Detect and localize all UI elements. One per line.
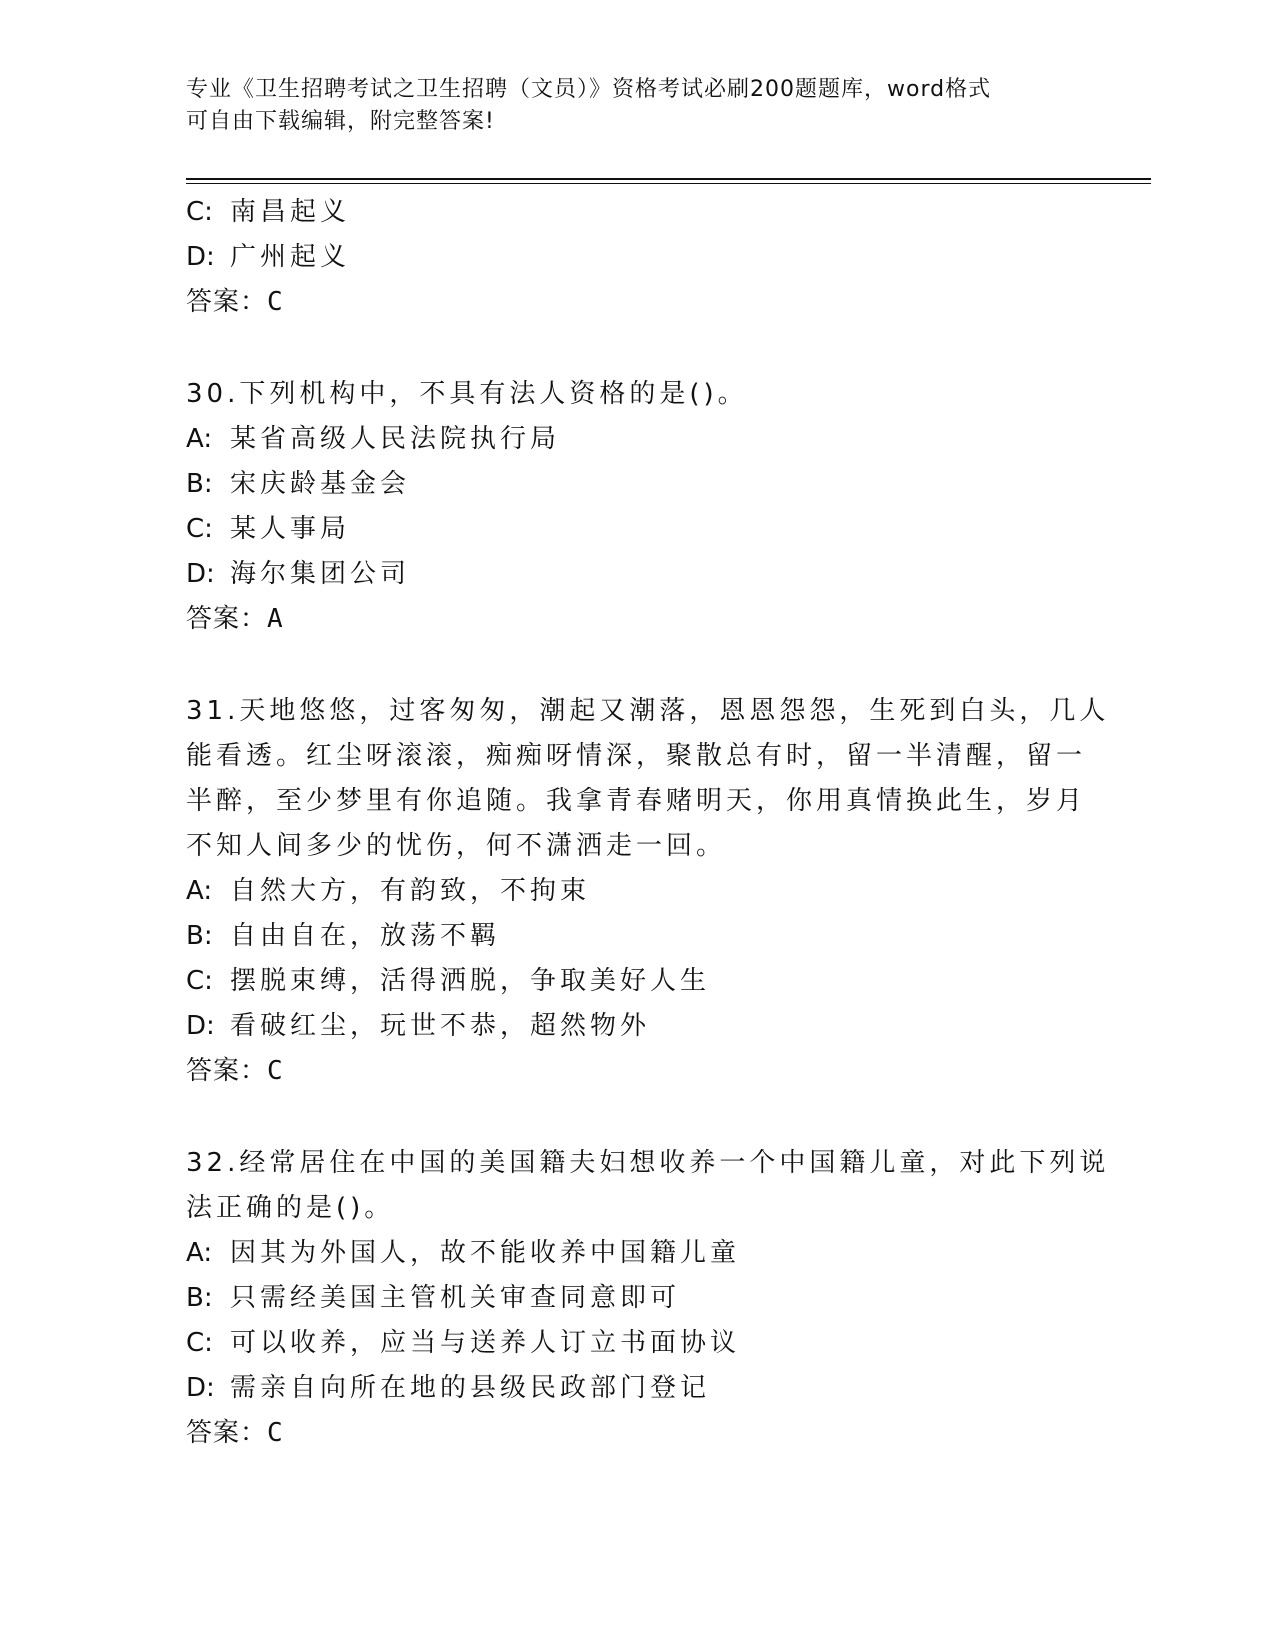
- spacer: [186, 325, 1086, 372]
- option-text: 宋庆龄基金会: [230, 469, 411, 499]
- option-letter: C:: [186, 197, 213, 227]
- option-letter: B:: [186, 469, 213, 499]
- option-b: [186, 462, 1086, 507]
- spacer: [186, 1094, 1086, 1141]
- option-d: [186, 552, 1086, 597]
- option-text: 南昌起义: [230, 197, 351, 227]
- answer-line: [186, 280, 1086, 325]
- option-text: 广州起义: [230, 242, 351, 272]
- option-c: [186, 1321, 1086, 1366]
- option-letter: D:: [186, 559, 215, 589]
- option-a: [186, 869, 1086, 914]
- option-letter: A:: [186, 1238, 213, 1268]
- option-text: 自由自在，放荡不羁: [230, 921, 501, 951]
- question-30: [186, 372, 1086, 642]
- option-letter: A:: [186, 876, 213, 906]
- header-line-1: 专业《卫生招聘考试之卫生招聘（文员）》资格考试必刷200题题库，word格式: [186, 77, 992, 102]
- option-d: [186, 1004, 1086, 1049]
- answer-label: 答案：: [186, 1418, 268, 1448]
- option-letter: B:: [186, 1283, 213, 1313]
- option-a: [186, 1231, 1086, 1276]
- header-divider-thick: [186, 178, 1151, 180]
- answer-line: [186, 1049, 1086, 1094]
- question-32: [186, 1141, 1110, 1456]
- option-text: 需亲自向所在地的县级民政部门登记: [230, 1373, 711, 1403]
- question-stem: 法正确的是()。: [186, 1193, 395, 1223]
- question-list: [186, 190, 1110, 1456]
- option-letter: D:: [186, 242, 215, 272]
- option-d: [186, 1366, 1086, 1411]
- option-b: [186, 1276, 1086, 1321]
- answer-value: A: [267, 604, 284, 634]
- question-stem: 半醉，至少梦里有你追随。我拿青春赌明天，你用真情换此生，岁月: [186, 786, 1087, 816]
- question-stem: 31.天地悠悠，过客匆匆，潮起又潮落，恩恩怨怨，生死到白头，几人: [186, 696, 1110, 726]
- answer-value: C: [267, 1418, 284, 1448]
- option-letter: C:: [186, 514, 213, 544]
- question-stem: 30.下列机构中，不具有法人资格的是()。: [186, 379, 748, 409]
- question-stem: 能看透。红尘呀滚滚，痴痴呀情深，聚散总有时，留一半清醒，留一: [186, 741, 1087, 771]
- answer-line: [186, 1411, 1086, 1456]
- option-text: 某人事局: [230, 514, 351, 544]
- document-header: [186, 74, 1066, 138]
- question-stem: 32.经常居住在中国的美国籍夫妇想收养一个中国籍儿童，对此下列说: [186, 1148, 1110, 1178]
- answer-line: [186, 597, 1086, 642]
- option-text: 只需经美国主管机关审查同意即可: [230, 1283, 681, 1313]
- option-c: [186, 190, 1086, 235]
- option-text: 自然大方，有韵致，不拘束: [230, 876, 591, 906]
- option-c: [186, 959, 1086, 1004]
- question-31: [186, 689, 1110, 1094]
- option-letter: D:: [186, 1373, 215, 1403]
- spacer: [186, 642, 1086, 689]
- option-d: [186, 235, 1086, 280]
- option-text: 某省高级人民法院执行局: [230, 424, 561, 454]
- answer-value: C: [267, 1056, 284, 1086]
- option-text: 因其为外国人，故不能收养中国籍儿童: [230, 1238, 741, 1268]
- answer-label: 答案：: [186, 287, 268, 317]
- option-letter: D:: [186, 1011, 215, 1041]
- option-text: 可以收养，应当与送养人订立书面协议: [230, 1328, 741, 1358]
- option-text: 看破红尘，玩世不恭，超然物外: [230, 1011, 651, 1041]
- option-text: 海尔集团公司: [230, 559, 411, 589]
- option-a: [186, 417, 1086, 462]
- header-divider-thin: [186, 183, 1151, 184]
- option-c: [186, 507, 1086, 552]
- answer-label: 答案：: [186, 604, 268, 634]
- question-stem: 不知人间多少的忧伤，何不潇洒走一回。: [186, 831, 727, 861]
- option-text: 摆脱束缚，活得洒脱，争取美好人生: [230, 966, 711, 996]
- option-b: [186, 914, 1086, 959]
- answer-value: C: [267, 287, 284, 317]
- option-letter: C:: [186, 966, 213, 996]
- header-line-2: 可自由下载编辑，附完整答案!: [186, 109, 495, 134]
- option-letter: B:: [186, 921, 213, 951]
- answer-label: 答案：: [186, 1056, 268, 1086]
- option-letter: C:: [186, 1328, 213, 1358]
- option-letter: A:: [186, 424, 213, 454]
- continued-question: [186, 190, 1086, 325]
